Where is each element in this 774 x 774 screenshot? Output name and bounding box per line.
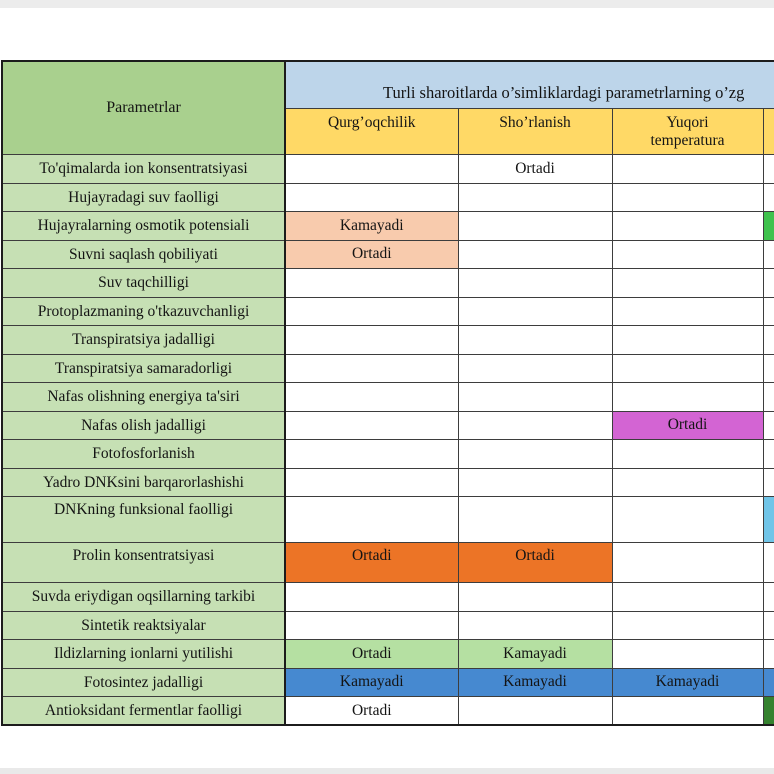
- value-cell: [285, 583, 458, 612]
- row-label: Yadro DNKsini barqarorlashishi: [2, 468, 285, 497]
- value-cell: [458, 697, 612, 726]
- value-cell: [763, 668, 774, 697]
- table-row: [2, 297, 774, 326]
- row-label: Hujayradagi suv faolligi: [2, 183, 285, 212]
- value-cell: [285, 297, 458, 326]
- value-cell: [763, 183, 774, 212]
- value-cell: Ortadi: [458, 155, 612, 184]
- value-cell: [458, 383, 612, 412]
- value-cell: [612, 183, 763, 212]
- value-cell: [612, 543, 763, 583]
- value-cell: [612, 155, 763, 184]
- value-cell: Kamayadi: [458, 668, 612, 697]
- value-cell: [763, 611, 774, 640]
- value-cell: [458, 297, 612, 326]
- value-cell: [458, 440, 612, 469]
- group-header-title: Turli sharoitlarda o’simliklardagi parametrlarning o’zg: [285, 61, 774, 109]
- value-cell: [763, 411, 774, 440]
- value-cell: [285, 269, 458, 298]
- value-cell: [458, 411, 612, 440]
- row-label: Transpiratsiya samaradorligi: [2, 354, 285, 383]
- value-cell: [458, 611, 612, 640]
- value-cell: [763, 212, 774, 241]
- row-label: Transpiratsiya jadalligi: [2, 326, 285, 355]
- value-cell: [285, 326, 458, 355]
- value-cell: Ortadi: [612, 411, 763, 440]
- table-row: [2, 383, 774, 412]
- table-row: [2, 354, 774, 383]
- top-edge-bar: [0, 0, 774, 8]
- value-cell: [612, 297, 763, 326]
- table-row: [2, 440, 774, 469]
- row-label: Protoplazmaning o'tkazuvchanligi: [2, 297, 285, 326]
- table-row: [2, 411, 774, 440]
- table-body: [2, 155, 774, 726]
- table-row: [2, 640, 774, 669]
- bottom-edge-bar: [0, 768, 774, 774]
- table-row: [2, 697, 774, 726]
- value-cell: [285, 468, 458, 497]
- value-cell: [612, 697, 763, 726]
- value-cell: Ortadi: [285, 697, 458, 726]
- value-cell: [612, 326, 763, 355]
- value-cell: [763, 326, 774, 355]
- value-cell: [612, 269, 763, 298]
- value-cell: [458, 212, 612, 241]
- value-cell: [763, 354, 774, 383]
- value-cell: Ortadi: [285, 640, 458, 669]
- row-label: Nafas olishning energiya ta'siri: [2, 383, 285, 412]
- value-cell: [612, 212, 763, 241]
- parameters-table: [1, 60, 774, 726]
- value-cell: Ortadi: [285, 543, 458, 583]
- value-cell: [763, 497, 774, 543]
- value-cell: Ortadi: [458, 543, 612, 583]
- row-label: Fotosintez jadalligi: [2, 668, 285, 697]
- row-label: Suvda eriydigan oqsillarning tarkibi: [2, 583, 285, 612]
- value-cell: Kamayadi: [285, 212, 458, 241]
- table-row: [2, 468, 774, 497]
- value-cell: [763, 697, 774, 726]
- table-row: [2, 611, 774, 640]
- value-cell: Kamayadi: [612, 668, 763, 697]
- value-cell: Ortadi: [285, 240, 458, 269]
- value-cell: Kamayadi: [285, 668, 458, 697]
- column-header-clipped: [763, 109, 774, 155]
- row-label: DNKning funksional faolligi: [2, 497, 285, 543]
- value-cell: [285, 155, 458, 184]
- value-cell: [763, 269, 774, 298]
- table-row: [2, 269, 774, 298]
- row-label: Fotofosforlanish: [2, 440, 285, 469]
- row-label: Prolin konsentratsiyasi: [2, 543, 285, 583]
- value-cell: [612, 497, 763, 543]
- column-header-yuqori-temperatura: Yuqori temperatura: [612, 109, 763, 155]
- row-label: Suvni saqlash qobiliyati: [2, 240, 285, 269]
- value-cell: [285, 383, 458, 412]
- row-label: Sintetik reaktsiyalar: [2, 611, 285, 640]
- value-cell: [458, 583, 612, 612]
- value-cell: [763, 543, 774, 583]
- table-row: [2, 326, 774, 355]
- value-cell: [612, 468, 763, 497]
- value-cell: [612, 611, 763, 640]
- value-cell: [763, 583, 774, 612]
- row-label: Ildizlarning ionlarni yutilishi: [2, 640, 285, 669]
- value-cell: [763, 240, 774, 269]
- value-cell: [285, 354, 458, 383]
- value-cell: [285, 611, 458, 640]
- value-cell: [763, 155, 774, 184]
- table-container: [1, 60, 774, 726]
- value-cell: [763, 297, 774, 326]
- table-row: [2, 240, 774, 269]
- value-cell: [763, 468, 774, 497]
- row-label: To'qimalarda ion konsentratsiyasi: [2, 155, 285, 184]
- value-cell: [458, 497, 612, 543]
- value-cell: [458, 269, 612, 298]
- table-row: [2, 183, 774, 212]
- value-cell: [285, 497, 458, 543]
- row-label: Suv taqchilligi: [2, 269, 285, 298]
- row-label: Antioksidant fermentlar faolligi: [2, 697, 285, 726]
- value-cell: [763, 383, 774, 412]
- value-cell: [612, 440, 763, 469]
- value-cell: Kamayadi: [458, 640, 612, 669]
- value-cell: [458, 326, 612, 355]
- value-cell: [285, 183, 458, 212]
- value-cell: [612, 354, 763, 383]
- column-header-qurgoqchilik: Qurg’oqchilik: [285, 109, 458, 155]
- value-cell: [763, 440, 774, 469]
- value-cell: [458, 183, 612, 212]
- value-cell: [458, 354, 612, 383]
- value-cell: [612, 383, 763, 412]
- value-cell: [612, 240, 763, 269]
- table-row: [2, 583, 774, 612]
- value-cell: [458, 240, 612, 269]
- table-row: [2, 212, 774, 241]
- table-row: [2, 497, 774, 543]
- value-cell: [285, 440, 458, 469]
- column-header-shorlanish: Sho’rlanish: [458, 109, 612, 155]
- value-cell: [458, 468, 612, 497]
- table-row: [2, 155, 774, 184]
- value-cell: [285, 411, 458, 440]
- row-label: Nafas olish jadalligi: [2, 411, 285, 440]
- table-row: [2, 543, 774, 583]
- table-row: [2, 668, 774, 697]
- row-label: Hujayralarning osmotik potensiali: [2, 212, 285, 241]
- value-cell: [763, 640, 774, 669]
- corner-header-parametrlar: Parametrlar: [2, 61, 285, 155]
- value-cell: [612, 583, 763, 612]
- value-cell: [612, 640, 763, 669]
- group-header-row: [2, 61, 774, 109]
